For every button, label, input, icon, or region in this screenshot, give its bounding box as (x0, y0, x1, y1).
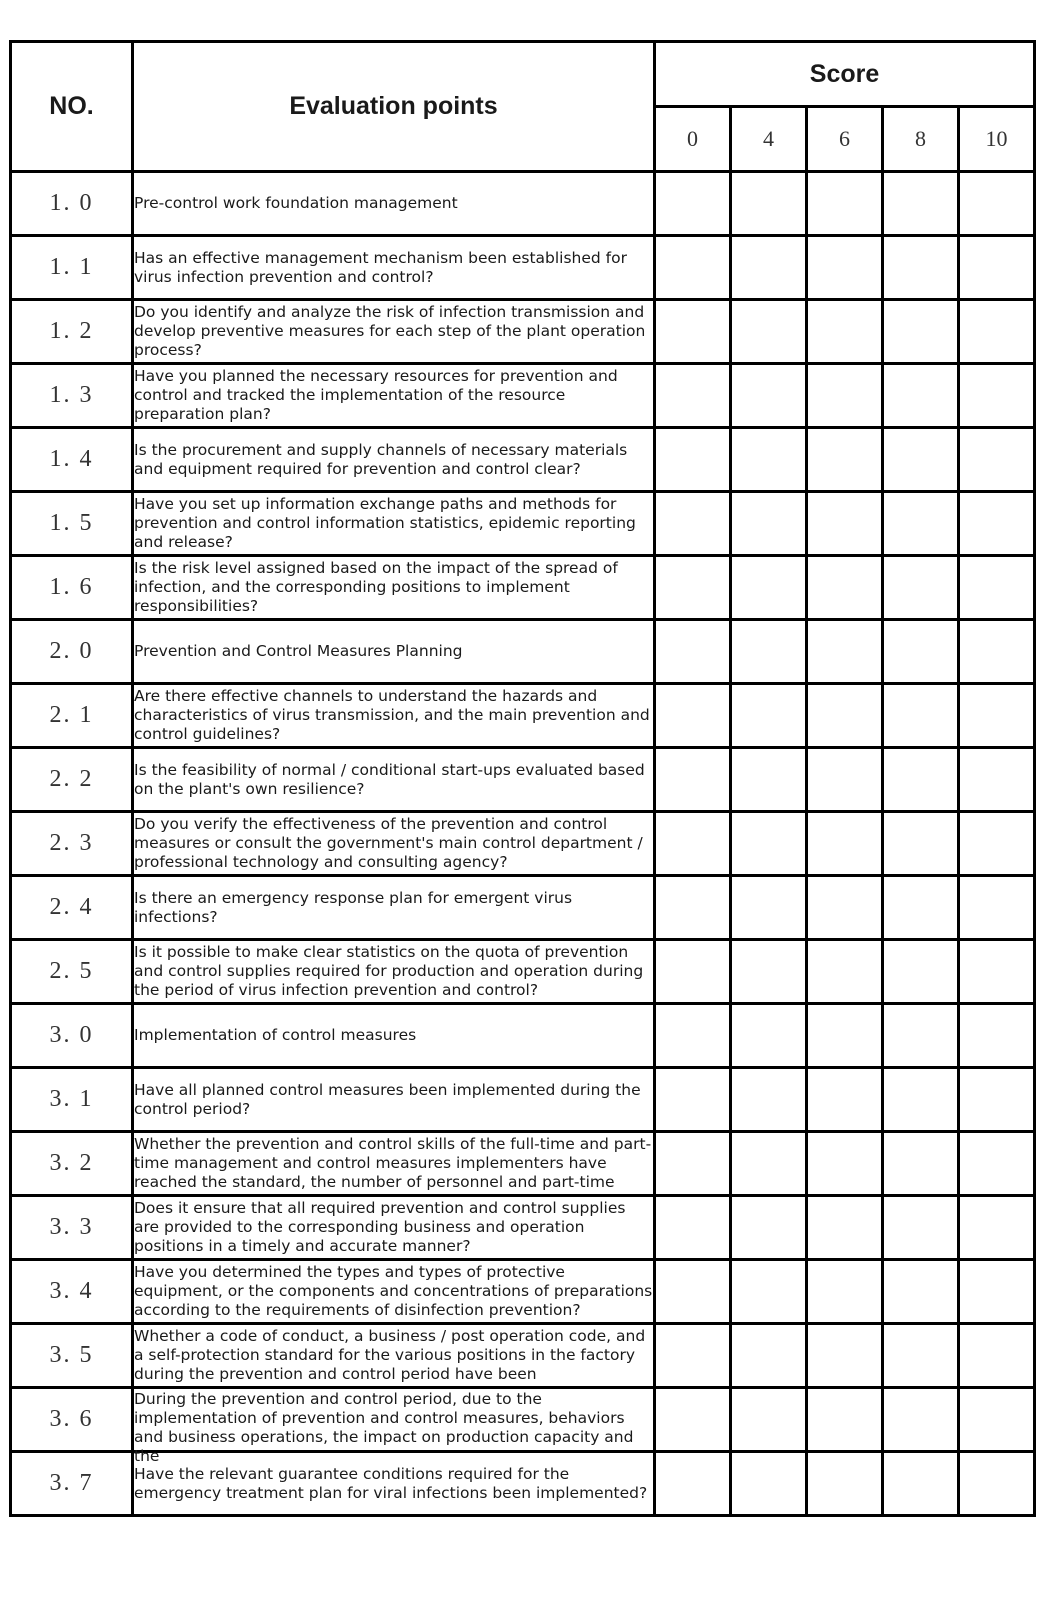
evaluation-point (133, 1004, 655, 1068)
evaluation-point-text: Is it possible to make clear statistics on the quota of prevention and control supplies required for production and operation during the period of virus infection prevention and control? (134, 943, 644, 999)
evaluation-point (133, 1388, 655, 1465)
score-cell-0[interactable] (655, 428, 731, 492)
score-cell-4[interactable] (731, 428, 807, 492)
evaluation-point (133, 812, 655, 876)
score-cell-0[interactable] (655, 1452, 731, 1516)
table-row (11, 1068, 1035, 1132)
table-header (11, 42, 1035, 172)
evaluation-point-text: Have you set up information exchange paths and methods for prevention and control information statistics, epidemic reporting and release? (134, 495, 636, 551)
score-cell-4[interactable] (731, 364, 807, 428)
item-number: 1. 0 (11, 172, 133, 236)
score-cell-8[interactable] (883, 1132, 959, 1196)
item-number: 3. 2 (11, 1132, 133, 1196)
score-cell-6[interactable] (807, 940, 883, 1004)
table-row (11, 1388, 1035, 1452)
score-cell-8[interactable] (883, 684, 959, 748)
score-cell-4[interactable] (731, 748, 807, 812)
score-cell-0[interactable] (655, 812, 731, 876)
table-row (11, 364, 1035, 428)
table-row (11, 1196, 1035, 1260)
header-evaluation-points: Evaluation points (133, 42, 655, 172)
table-row (11, 748, 1035, 812)
evaluation-point-text: Are there effective channels to understand the hazards and characteristics of virus transmission, and the main prevention and control guidelines? (134, 687, 650, 743)
table-row (11, 1004, 1035, 1068)
item-number: 2. 2 (11, 748, 133, 812)
score-cell-4[interactable] (731, 684, 807, 748)
score-cell-6[interactable] (807, 876, 883, 940)
score-cell-10[interactable] (959, 1388, 1035, 1452)
score-cell-0[interactable] (655, 172, 731, 236)
score-cell-10[interactable] (959, 1260, 1035, 1324)
score-cell-8[interactable] (883, 556, 959, 620)
table-row (11, 876, 1035, 940)
score-cell-10[interactable] (959, 1452, 1035, 1516)
item-number: 2. 4 (11, 876, 133, 940)
item-number: 2. 0 (11, 620, 133, 684)
score-cell-6[interactable] (807, 1132, 883, 1196)
score-cell-6[interactable] (807, 1324, 883, 1388)
score-cell-0[interactable] (655, 876, 731, 940)
item-number: 3. 1 (11, 1068, 133, 1132)
evaluation-point-text: Is the feasibility of normal / conditional start-ups evaluated based on the plant's own resilience? (134, 760, 645, 798)
score-cell-4[interactable] (731, 556, 807, 620)
score-cell-8[interactable] (883, 428, 959, 492)
score-cell-4[interactable] (731, 1196, 807, 1260)
evaluation-point-text: Have all planned control measures been implemented during the control period? (134, 1080, 641, 1118)
item-number: 2. 5 (11, 940, 133, 1004)
score-cell-8[interactable] (883, 1196, 959, 1260)
score-cell-8[interactable] (883, 1388, 959, 1452)
evaluation-point-text: Implementation of control measures (134, 1026, 417, 1044)
score-cell-6[interactable] (807, 620, 883, 684)
score-cell-6[interactable] (807, 1452, 883, 1516)
score-cell-0[interactable] (655, 748, 731, 812)
score-cell-4[interactable] (731, 876, 807, 940)
score-cell-6[interactable] (807, 364, 883, 428)
score-cell-0[interactable] (655, 556, 731, 620)
header-no: NO. (11, 42, 133, 172)
score-cell-10[interactable] (959, 620, 1035, 684)
evaluation-table (9, 40, 1036, 1517)
table-row (11, 812, 1035, 876)
score-cell-0[interactable] (655, 1068, 731, 1132)
evaluation-point (133, 684, 655, 748)
score-cell-8[interactable] (883, 1452, 959, 1516)
score-cell-6[interactable] (807, 684, 883, 748)
evaluation-point (133, 620, 655, 684)
item-number: 1. 1 (11, 236, 133, 300)
score-cell-0[interactable] (655, 620, 731, 684)
evaluation-point-text: Pre-control work foundation management (134, 194, 458, 212)
score-cell-0[interactable] (655, 300, 731, 364)
score-cell-4[interactable] (731, 812, 807, 876)
score-cell-10[interactable] (959, 1324, 1035, 1388)
table-row (11, 1260, 1035, 1324)
score-cell-4[interactable] (731, 300, 807, 364)
evaluation-point (133, 876, 655, 940)
score-header-4: 4 (731, 107, 807, 172)
score-header-10: 10 (959, 107, 1035, 172)
evaluation-point-text: Have the relevant guarantee conditions required for the emergency treatment plan for viral infections been implemented? (134, 1464, 648, 1502)
score-cell-6[interactable] (807, 748, 883, 812)
item-number: 1. 2 (11, 300, 133, 364)
score-cell-4[interactable] (731, 1068, 807, 1132)
table-row (11, 236, 1035, 300)
score-cell-10[interactable] (959, 428, 1035, 492)
evaluation-point (133, 172, 655, 236)
score-cell-10[interactable] (959, 556, 1035, 620)
score-cell-6[interactable] (807, 812, 883, 876)
score-cell-0[interactable] (655, 1260, 731, 1324)
score-cell-10[interactable] (959, 300, 1035, 364)
score-cell-4[interactable] (731, 940, 807, 1004)
evaluation-point-text: Have you planned the necessary resources for prevention and control and tracked the implementation of the resource preparation plan? (134, 367, 618, 423)
item-number: 3. 7 (11, 1452, 133, 1516)
evaluation-point-text: Do you verify the effectiveness of the prevention and control measures or consult the government's main control department / professional technology and consulting agency? (134, 815, 643, 871)
evaluation-point-text: Whether a code of conduct, a business / post operation code, and a self-protection standard for the various positions in the factory during the prevention and control period have been (134, 1327, 646, 1383)
score-cell-4[interactable] (731, 1388, 807, 1452)
table-row (11, 172, 1035, 236)
score-cell-8[interactable] (883, 1068, 959, 1132)
evaluation-point (133, 1196, 655, 1260)
score-header-0: 0 (655, 107, 731, 172)
evaluation-point-text: During the prevention and control period, due to the implementation of prevention and control measures, behaviors and business operations, the impact on production capacity and the (134, 1390, 634, 1465)
evaluation-point (133, 300, 655, 364)
score-cell-0[interactable] (655, 492, 731, 556)
score-cell-10[interactable] (959, 1068, 1035, 1132)
evaluation-point (133, 364, 655, 428)
score-cell-6[interactable] (807, 1196, 883, 1260)
score-cell-8[interactable] (883, 748, 959, 812)
evaluation-point-text: Whether the prevention and control skills of the full-time and part-time management and control measures implementers have reached the standard, the number of personnel and part-time (134, 1135, 652, 1191)
score-cell-10[interactable] (959, 940, 1035, 1004)
score-cell-10[interactable] (959, 172, 1035, 236)
score-cell-0[interactable] (655, 1004, 731, 1068)
evaluation-point-text: Have you determined the types and types of protective equipment, or the components and concentrations of preparations according to the requirements of disinfection prevention? (134, 1263, 653, 1319)
evaluation-point-text: Is there an emergency response plan for emergent virus infections? (134, 888, 573, 926)
score-cell-4[interactable] (731, 492, 807, 556)
score-cell-0[interactable] (655, 940, 731, 1004)
evaluation-point (133, 492, 655, 556)
score-cell-10[interactable] (959, 492, 1035, 556)
evaluation-point (133, 748, 655, 812)
score-cell-10[interactable] (959, 812, 1035, 876)
evaluation-point (133, 1324, 655, 1388)
score-cell-0[interactable] (655, 1324, 731, 1388)
score-cell-6[interactable] (807, 1388, 883, 1452)
score-cell-4[interactable] (731, 1004, 807, 1068)
item-number: 1. 6 (11, 556, 133, 620)
score-cell-6[interactable] (807, 172, 883, 236)
score-cell-4[interactable] (731, 236, 807, 300)
score-cell-6[interactable] (807, 236, 883, 300)
score-cell-4[interactable] (731, 1132, 807, 1196)
score-cell-4[interactable] (731, 1324, 807, 1388)
score-cell-10[interactable] (959, 1004, 1035, 1068)
table-row (11, 940, 1035, 1004)
score-cell-8[interactable] (883, 1324, 959, 1388)
header-score: Score (655, 42, 1035, 107)
evaluation-point (133, 556, 655, 620)
table-row (11, 300, 1035, 364)
evaluation-point (133, 1132, 655, 1196)
item-number: 3. 6 (11, 1388, 133, 1452)
table-row (11, 492, 1035, 556)
score-cell-10[interactable] (959, 1132, 1035, 1196)
evaluation-point (133, 1068, 655, 1132)
table-row (11, 556, 1035, 620)
score-cell-6[interactable] (807, 1004, 883, 1068)
evaluation-point (133, 236, 655, 300)
score-cell-0[interactable] (655, 684, 731, 748)
evaluation-point-text: Does it ensure that all required prevention and control supplies are provided to the corresponding business and operation positions in a timely and accurate manner? (134, 1199, 626, 1255)
evaluation-point (133, 1452, 655, 1516)
score-cell-8[interactable] (883, 364, 959, 428)
score-cell-10[interactable] (959, 748, 1035, 812)
score-cell-8[interactable] (883, 940, 959, 1004)
score-cell-0[interactable] (655, 1196, 731, 1260)
score-cell-0[interactable] (655, 1132, 731, 1196)
score-cell-6[interactable] (807, 300, 883, 364)
item-number: 3. 4 (11, 1260, 133, 1324)
item-number: 1. 5 (11, 492, 133, 556)
evaluation-point (133, 1260, 655, 1324)
score-cell-8[interactable] (883, 236, 959, 300)
evaluation-point (133, 940, 655, 1004)
item-number: 3. 0 (11, 1004, 133, 1068)
evaluation-point-text: Do you identify and analyze the risk of infection transmission and develop preventive measures for each step of the plant operation process? (134, 303, 646, 359)
score-cell-6[interactable] (807, 1260, 883, 1324)
score-cell-4[interactable] (731, 172, 807, 236)
table-row (11, 684, 1035, 748)
score-cell-0[interactable] (655, 236, 731, 300)
table-row (11, 1132, 1035, 1196)
score-header-8: 8 (883, 107, 959, 172)
table-row (11, 620, 1035, 684)
score-cell-8[interactable] (883, 492, 959, 556)
item-number: 1. 4 (11, 428, 133, 492)
score-cell-4[interactable] (731, 1452, 807, 1516)
score-cell-6[interactable] (807, 556, 883, 620)
score-cell-6[interactable] (807, 428, 883, 492)
item-number: 3. 3 (11, 1196, 133, 1260)
score-cell-8[interactable] (883, 172, 959, 236)
item-number: 1. 3 (11, 364, 133, 428)
score-cell-0[interactable] (655, 364, 731, 428)
evaluation-point-text: Is the risk level assigned based on the impact of the spread of infection, and the corresponding positions to implement responsibilities? (134, 559, 618, 615)
evaluation-point-text: Is the procurement and supply channels of necessary materials and equipment required for prevention and control clear? (134, 440, 628, 478)
score-cell-10[interactable] (959, 236, 1035, 300)
evaluation-point-text: Has an effective management mechanism been established for virus infection prevention and control? (134, 248, 627, 286)
table-row (11, 1452, 1035, 1516)
evaluation-point (133, 428, 655, 492)
item-number: 2. 1 (11, 684, 133, 748)
score-cell-10[interactable] (959, 1196, 1035, 1260)
table-row (11, 428, 1035, 492)
score-cell-8[interactable] (883, 812, 959, 876)
score-cell-8[interactable] (883, 1260, 959, 1324)
table-body (11, 172, 1035, 1516)
score-cell-6[interactable] (807, 1068, 883, 1132)
score-cell-4[interactable] (731, 1260, 807, 1324)
score-cell-8[interactable] (883, 1004, 959, 1068)
item-number: 3. 5 (11, 1324, 133, 1388)
score-cell-6[interactable] (807, 492, 883, 556)
score-cell-10[interactable] (959, 876, 1035, 940)
score-cell-0[interactable] (655, 1388, 731, 1452)
score-cell-8[interactable] (883, 620, 959, 684)
score-cell-10[interactable] (959, 684, 1035, 748)
item-number: 2. 3 (11, 812, 133, 876)
score-header-6: 6 (807, 107, 883, 172)
score-cell-8[interactable] (883, 876, 959, 940)
score-cell-10[interactable] (959, 364, 1035, 428)
evaluation-point-text: Prevention and Control Measures Planning (134, 642, 463, 660)
score-cell-8[interactable] (883, 300, 959, 364)
table-row (11, 1324, 1035, 1388)
score-cell-4[interactable] (731, 620, 807, 684)
